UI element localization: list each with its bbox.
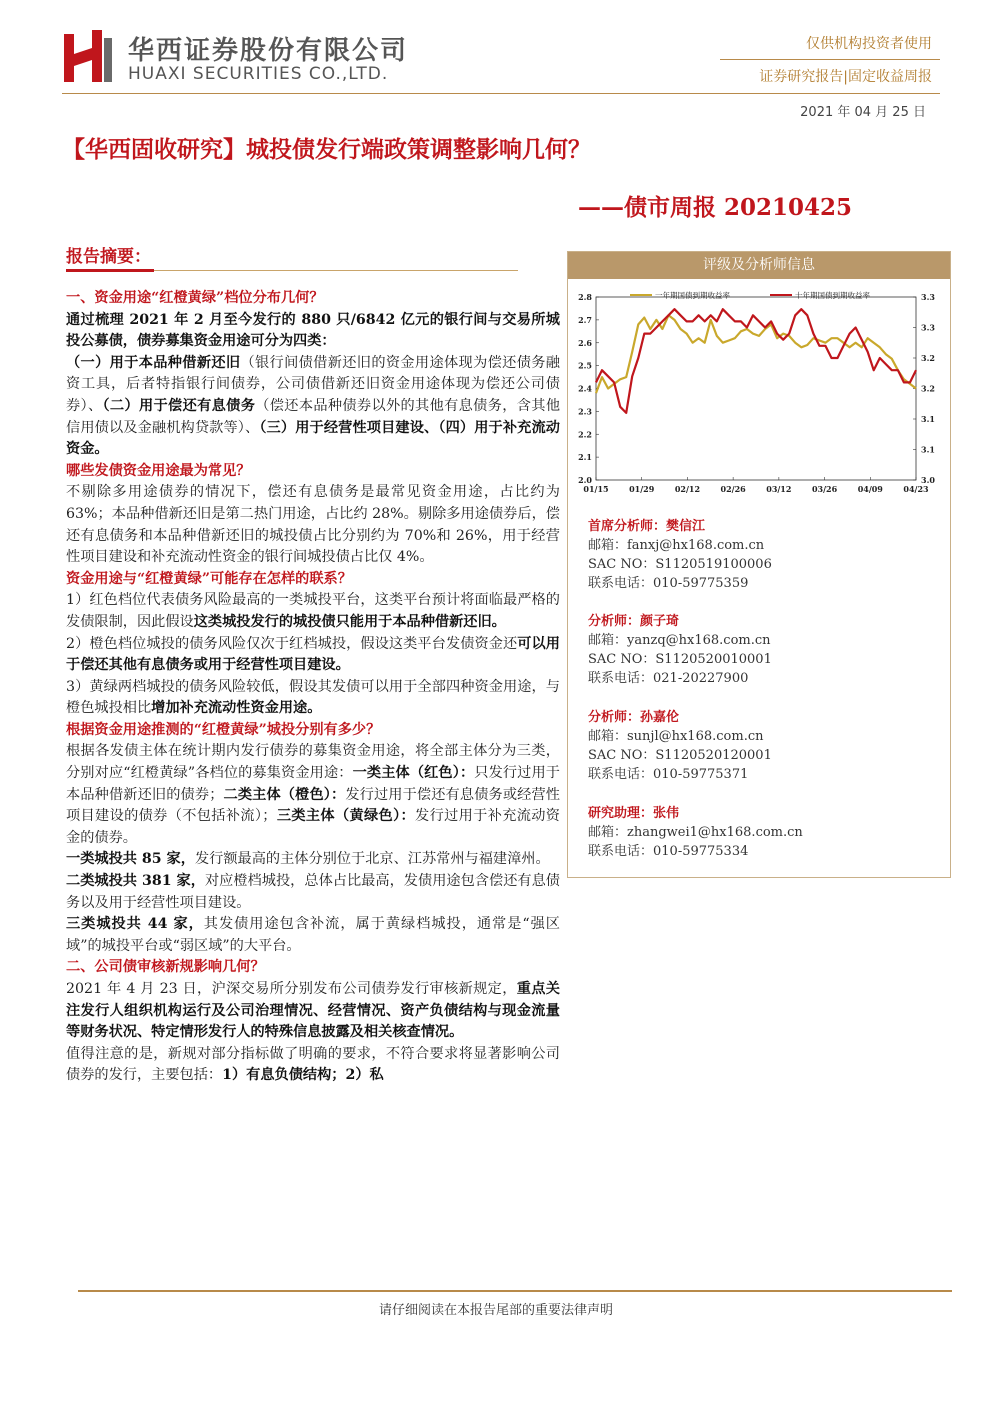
x-tick-label: 04/23: [903, 484, 929, 494]
analyst-sac: SAC NO：S1120519100006: [588, 557, 772, 572]
analyst-role: 研究助理：张伟: [588, 806, 680, 821]
huaxi-logo-icon: [62, 28, 114, 84]
y-right-tick-label: 3.3: [921, 292, 935, 302]
paragraph: 值得注意的是，新规对部分指标做了明确的要求，不符合要求将显著影响公司债券的发行，主要包括：1）有息负债结构；2）私: [66, 1045, 560, 1084]
paragraph: 3）黄绿两档城投的债务风险较低，假设其发债可以用于全部四种资金用途，与橙色城投相比增加补充流动性资金用途。: [66, 678, 560, 717]
report-title: 【华西固收研究】城投债发行端政策调整影响几何？: [62, 136, 591, 163]
analyst-card: [588, 612, 772, 688]
chart-plot-frame: [596, 297, 916, 480]
y-right-tick-label: 3.2: [921, 383, 935, 394]
x-tick-label: 02/26: [720, 484, 746, 494]
report-category: 证券研究报告|固定收益周报: [759, 69, 932, 85]
paragraph: 根据各发债主体在统计期内发行债券的募集资金用途，将全部主体分为三类，分别对应“红橙黄绿”各档位的募集资金用途：一类主体（红色）：只发行过用于本品种借新还旧的债券；二类主体（橙色）：发行过用于偿还有息债务或经营性项目建设的债券（不包括补流）；三类主体（黄绿色）：发行过用于补充流动资金的债券。: [66, 743, 560, 846]
y-left-tick-label: 2.4: [578, 383, 592, 394]
x-tick-label: 03/26: [811, 484, 838, 494]
y-left-tick-label: 2.2: [578, 429, 592, 440]
section-heading: 二、公司债审核新规影响几何？: [66, 959, 265, 976]
paragraph: 2）橙色档位城投的债务风险仅次于红档城投，假设这类平台发债资金还可以用于偿还其他有息债务或用于经营性项目建设。: [66, 635, 560, 674]
analyst-card: [588, 517, 772, 593]
analyst-phone: 联系电话：010-59775334: [588, 844, 749, 859]
y-left-tick-label: 2.7: [578, 314, 592, 325]
series-line-2: [596, 309, 916, 413]
report-date: 2021 年 04 月 25 日: [800, 105, 926, 120]
abstract-heading: 报告摘要：: [66, 247, 151, 267]
paragraph: 通过梳理 2021 年 2 月至今发行的 880 只/6842 亿元的银行间与交易所城投公募债，债券募集资金用途可分为四类：: [66, 311, 560, 350]
y-left-tick-label: 2.0: [578, 475, 592, 485]
y-right-tick-label: 3.1: [921, 444, 935, 455]
y-left-tick-label: 2.6: [578, 337, 592, 348]
analyst-role: 首席分析师：樊信江: [588, 519, 706, 534]
header-divider: [62, 93, 940, 94]
section-heading: 资金用途与“红橙黄绿”可能存在怎样的联系？: [66, 570, 352, 587]
section-heading: 一、资金用途“红橙黄绿”档位分布几何？: [66, 290, 324, 306]
paragraph: 1）红色档位代表债务风险最高的一类城投平台，这类平台预计将面临最严格的发债限制，因此假设这类城投发行的城投债只能用于本品种借新还旧。: [66, 592, 560, 630]
y-left-tick-label: 2.3: [578, 406, 592, 417]
legend-label: 一年期国债到期收益率: [655, 291, 730, 300]
x-tick-label: 03/12: [766, 484, 792, 494]
y-right-tick-label: 3.3: [921, 322, 935, 333]
y-right-tick-label: 3.0: [921, 475, 935, 485]
analyst-phone: 联系电话：010-59775371: [588, 767, 749, 782]
analyst-email: 邮箱：sunjl@hx168.com.cn: [588, 729, 764, 744]
company-name-cn: 华西证券股份有限公司: [128, 36, 409, 66]
analyst-email: 邮箱：yanzq@hx168.com.cn: [588, 633, 771, 648]
legend-label: 十年期国债到期收益率: [795, 291, 870, 300]
report-subtitle: ——债市周报 20210425: [578, 194, 853, 221]
analyst-email: 邮箱：fanxj@hx168.com.cn: [588, 538, 765, 553]
x-tick-label: 01/15: [583, 484, 609, 494]
paragraph: （一）用于本品种借新还旧（银行间债借新还旧的资金用途体现为偿还债务融资工具，后者特指银行间债券，公司债借新还旧资金用途体现为偿还公司债券）、（二）用于偿还有息债务（偿还本品种债券以外的其他有息债务，含其他信用债以及金融机构贷款等）、（三）用于经营性项目建设、（四）用于补充流动资金。: [66, 354, 561, 458]
analyst-card: [588, 708, 772, 784]
x-tick-label: 04/09: [857, 484, 883, 494]
paragraph: 一类城投共 85 家，发行额最高的主体分别位于北京、江苏常州与福建漳州。: [66, 851, 550, 868]
abstract-underline: [66, 269, 154, 272]
legal-notice: 请仔细阅读在本报告尾部的重要法律声明: [378, 1303, 613, 1318]
section-heading: 根据资金用途推测的“红橙黄绿”城投分别有多少？: [66, 721, 381, 738]
paragraph: 三类城投共 44 家，其发债用途包含补流，属于黄绿档城投，通常是“强区域”的城投平台或“弱区域”的大平台。: [66, 916, 560, 954]
analyst-email: 邮箱：zhangwei1@hx168.com.cn: [588, 825, 803, 840]
abstract-body: [66, 288, 560, 1087]
yield-line-chart: [570, 283, 948, 501]
footer-rule: [78, 1290, 952, 1292]
y-left-tick-label: 2.5: [578, 360, 592, 371]
analyst-role: 分析师：孙嘉伦: [588, 710, 680, 725]
paragraph: 二类城投共 381 家，对应橙档城投，总体占比最高，发债用途包含偿还有息债务以及用于经营性项目建设。: [66, 873, 560, 911]
panel-heading: 评级及分析师信息: [568, 252, 950, 279]
abstract-rule: [154, 270, 518, 271]
company-name-en: HUAXI SECURITIES CO.,LTD.: [128, 64, 389, 84]
x-tick-label: 01/29: [629, 484, 655, 494]
analyst-role: 分析师：颜子琦: [588, 614, 680, 629]
header-divider: [720, 59, 940, 60]
paragraph: 不剔除多用途债券的情况下，偿还有息债务是最常见资金用途，占比约为 63%；本品种借新还旧是第二热门用途，占比约 28%。剔除多用途债券后，偿还有息债务和本品种借新还旧的城投债占比分别约为 70%和 26%，用于经营性项目建设和补充流动性资金的银行间城投债占比仅 4%。: [66, 484, 560, 566]
audience-note: 仅供机构投资者使用: [806, 36, 932, 52]
analyst-phone: 联系电话：021-20227900: [588, 671, 749, 686]
y-right-tick-label: 3.1: [921, 414, 935, 424]
x-tick-label: 02/12: [674, 484, 701, 494]
y-right-tick-label: 3.2: [921, 353, 935, 363]
analyst-card: [588, 804, 803, 861]
paragraph: 2021 年 4 月 23 日，沪深交易所分别发布公司债券发行审核新规定，重点关注发行人组织机构运行及公司治理情况、经营情况、资产负债结构与现金流量等财务状况、特定情形发行人的特殊信息披露及相关核查情况。: [66, 981, 560, 1041]
analyst-sac: SAC NO：S1120520120001: [588, 748, 772, 763]
analyst-phone: 联系电话：010-59775359: [588, 576, 749, 591]
section-heading: 哪些发债资金用途最为常见？: [66, 462, 251, 479]
y-left-tick-label: 2.1: [578, 452, 592, 463]
y-left-tick-label: 2.8: [578, 292, 592, 302]
analyst-sac: SAC NO：S1120520010001: [588, 652, 772, 667]
